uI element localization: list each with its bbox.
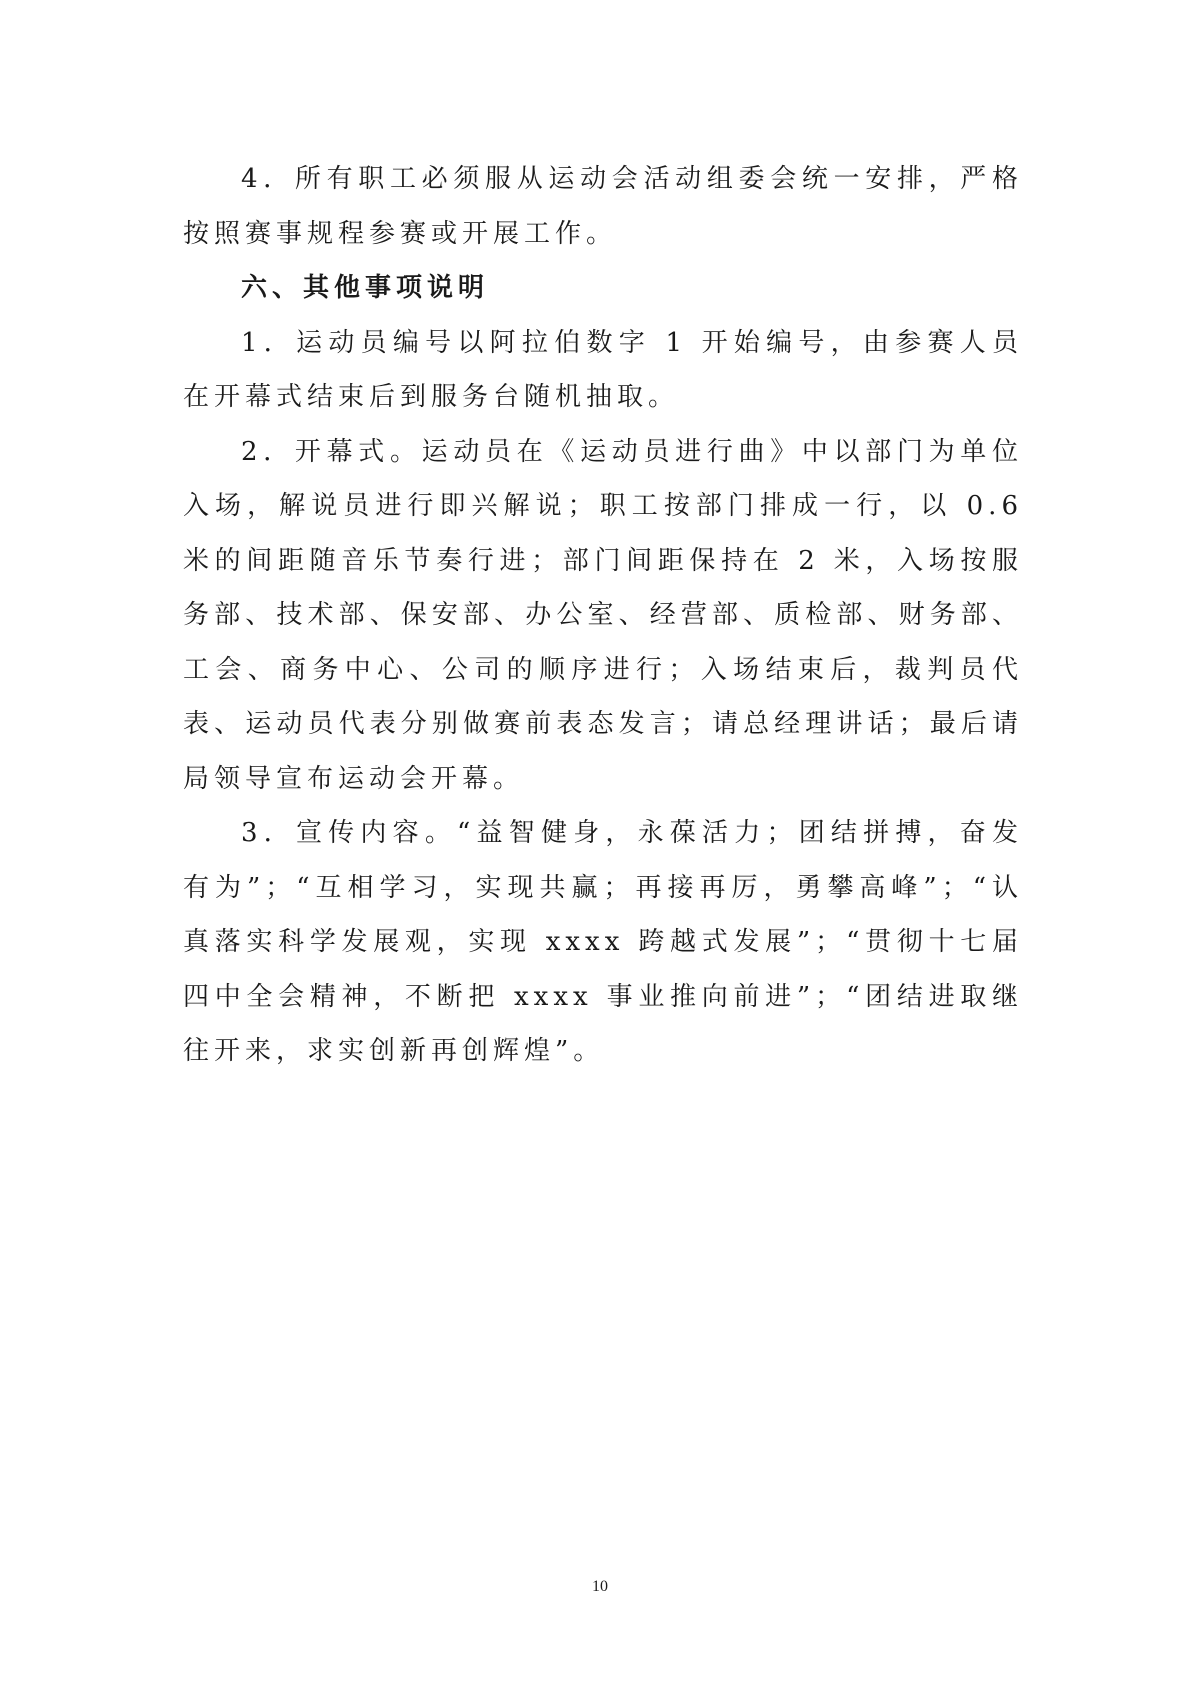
paragraph-opening-ceremony: 2．开幕式。运动员在《运动员进行曲》中以部门为单位入场，解说员进行即兴解说；职工按部门排成一行，以 0.6 米的间距随音乐节奏行进；部门间距保持在 2 米，入场按服务部、技术部、保安部、办公室、经营部、质检部、财务部、工会、商务中心、公司的顺序进行；入场结束后，裁判员代表、运动员代表分别做赛前表态发言；请总经理讲话；最后请局领导宣布运动会开幕。 <box>183 436 1023 794</box>
section-heading-6: 六、其他事项说明 <box>241 273 490 303</box>
page-number: 10 <box>592 1578 608 1595</box>
document-body <box>183 152 1023 1079</box>
paragraph-athlete-numbering: 1．运动员编号以阿拉伯数字 1 开始编号，由参赛人员在开幕式结束后到服务台随机抽取。 <box>183 327 1023 412</box>
paragraph-publicity-content: 3．宣传内容。“益智健身，永葆活力；团结拼搏，奋发有为”；“互相学习，实现共赢；再接再厉，勇攀高峰”；“认真落实科学发展观，实现 xxxx 跨越式发展”；“贯彻十七届四中全会精神，不断把 xxxx 事业推向前进”；“团结进取继往开来，求实创新再创辉煌”。 <box>183 818 1023 1066</box>
paragraph-item-4: 4．所有职工必须服从运动会活动组委会统一安排，严格按照赛事规程参赛或开展工作。 <box>183 164 1023 249</box>
